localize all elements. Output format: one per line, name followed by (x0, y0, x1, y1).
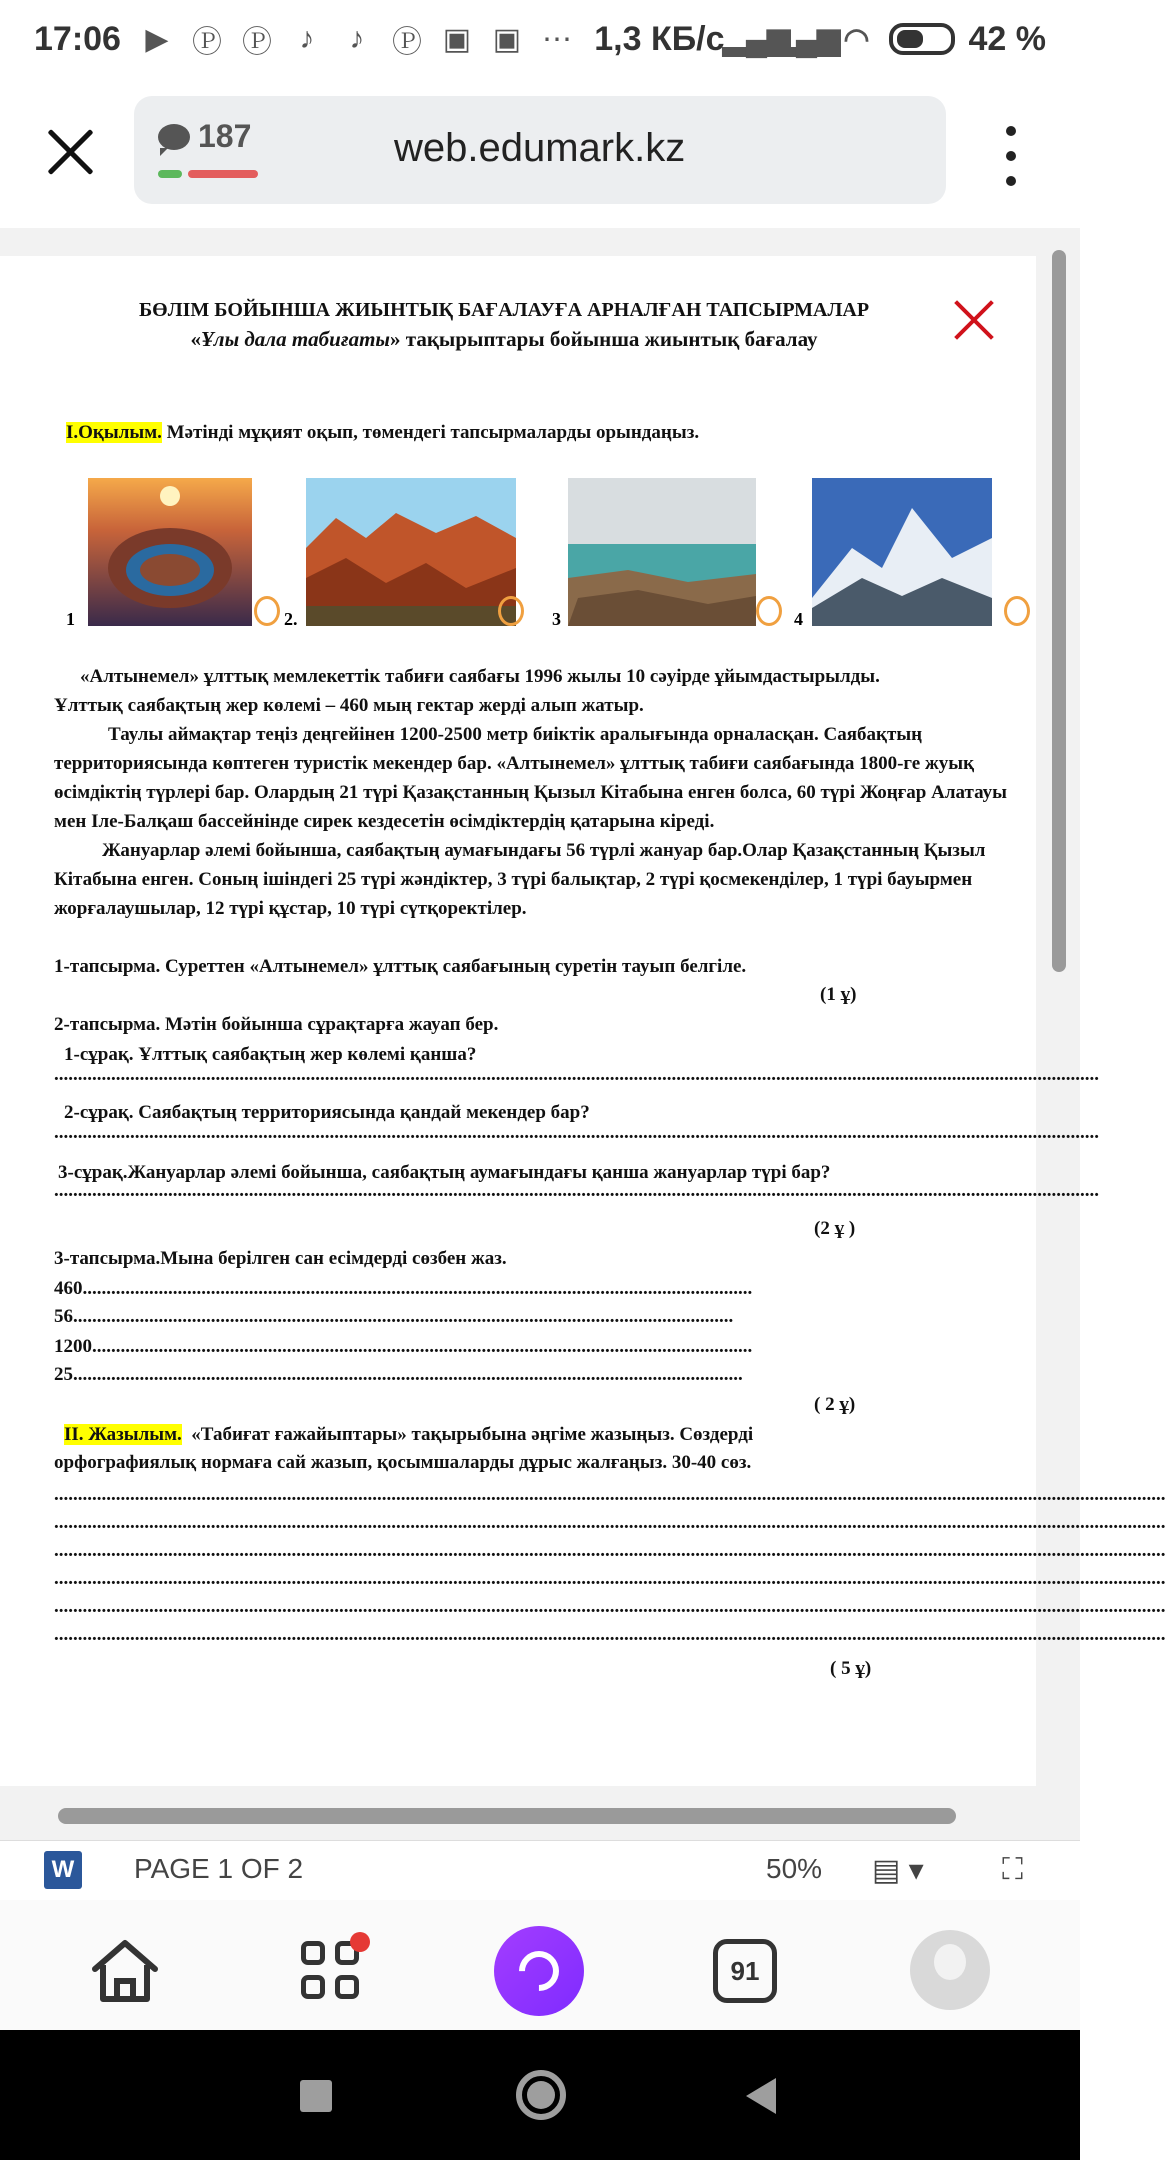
doc-header (54, 296, 1034, 354)
task-1-score: (1 ұ) (820, 984, 857, 1005)
home-icon (87, 1933, 163, 2009)
document-page (0, 256, 1166, 1786)
writing-line: .......................................................................................................................................................................................................................................... (54, 1568, 1166, 1589)
page-indicator: PAGE 1 OF 2 (134, 1853, 304, 1884)
more-menu-icon[interactable] (1006, 126, 1018, 186)
paragraph-2: Таулы аймақтар теңіз деңгейінен 1200-2500 метр биіктік аралығында орналасқан. Саябақтың территориясында көптеген туристік мекендер бар. «Алтынемел» ұлттық табиғи саябағында 1800-ге жуық өсімдіктің түрлері бар. Олардың 21 түрі Қазақстанның Қызыл Кітабына енген болса, 60 түрі Жоңғар Алатауы мен Іле-Балқаш бассейнінде сирек кездесетін өсімдіктердің қатарына кіреді. (54, 724, 1007, 832)
back-button[interactable] (746, 2078, 776, 2114)
address-bar[interactable] (134, 96, 946, 204)
view-mode-icon[interactable]: ▤ ▾ (872, 1854, 924, 1887)
url-text[interactable]: web.edumark.kz (394, 126, 686, 170)
notification-dot (350, 1932, 370, 1952)
play-store-icon: ▶ (145, 22, 169, 56)
document-toolbar (0, 1840, 1080, 1900)
task-2: 2-тапсырма. Мәтін бойынша сұрақтарға жауап бер. (54, 1014, 499, 1035)
battery-icon (889, 23, 955, 55)
horizontal-scrollbar[interactable] (58, 1808, 956, 1824)
number-4: 25............................................................................................................................................. (54, 1364, 743, 1385)
image-option-3[interactable]: 3 (552, 478, 792, 626)
image-row (54, 478, 1034, 648)
image-option-2[interactable]: 2. (284, 478, 524, 626)
comment-count: 187 (198, 118, 252, 154)
zoom-level[interactable]: 50% (766, 1853, 823, 1884)
pinterest-icon: Ⓟ (191, 26, 222, 59)
writing-line: .......................................................................................................................................................................................................................................... (54, 1624, 1166, 1645)
site-rating-bar (158, 170, 258, 178)
app-navigation (0, 1900, 1080, 2030)
paragraph-1: «Алтынемел» ұлттық мемлекеттік табиғи саябағы 1996 жылы 10 сәуірде ұйымдастырылды. Ұлттық саябақтың жер көлемі – 460 мың гектар жерді алып жатыр. (54, 666, 880, 716)
notification-icons (139, 21, 575, 57)
paragraph-3: Жануарлар әлемі бойынша, саябақтың аумағындағы 56 түрлі жануар бар.Олар Қазақстанның Қызыл Кітабына енген. Соның ішіндегі 25 түрі жәндіктер, 3 түрі балықтар, 2 түрі қосмекенділер, 1 түрі бауырмен жорғалаушылар, 12 түрі құстар, 10 түрі сүтқоректілер. (54, 840, 986, 919)
word-file-icon: W (44, 1851, 82, 1889)
answer-line: ............................................................................................................................................................................................................................ (54, 1180, 1099, 1201)
youtube-icon: ▣ (492, 22, 522, 56)
number-1: 460............................................................................................................................................. (54, 1278, 753, 1299)
pinterest-icon: Ⓟ (241, 26, 272, 59)
tabs-count: 91 (713, 1939, 777, 2003)
close-icon[interactable] (40, 122, 100, 182)
mountain-image (812, 478, 992, 626)
question-1: 1-сұрақ. Ұлттық саябақтың жер көлемі қанша? (64, 1044, 477, 1065)
writing-line: .......................................................................................................................................................................................................................................... (54, 1484, 1166, 1505)
section2-instruction: орфографиялық нормаға сай жазып, қосымшаларды дұрыс жалғаңыз. 30-40 сөз. (54, 1452, 752, 1473)
question-2: 2-сұрақ. Саябақтың территориясында қандай мекендер бар? (64, 1102, 590, 1123)
number-3: 1200........................................................................................................................................... (54, 1336, 753, 1357)
battery-percent: 42 % (968, 19, 1046, 58)
more-notifications-icon: ⋯ (541, 22, 572, 56)
number-2: 56........................................................................................................................................... (54, 1306, 734, 1327)
tiktok-icon: ♪ (299, 22, 315, 55)
image-option-1[interactable]: 1 (54, 478, 250, 626)
horseshoe-bend-image (88, 478, 252, 626)
status-time: 17:06 (34, 19, 121, 58)
comment-icon (158, 124, 190, 150)
system-navigation (0, 2030, 1080, 2160)
status-bar (0, 0, 1080, 78)
section2-score: ( 5 ұ) (830, 1658, 872, 1679)
task-1: 1-тапсырма. Суреттен «Алтынемел» ұлттық саябағының суретін тауып белгіле. (54, 956, 747, 977)
task-3-score: ( 2 ұ) (814, 1394, 856, 1415)
section1-heading: І.Оқылым. Мәтінді мұқият оқып, төмендегі тапсырмаларды орындаңыз. (66, 422, 700, 443)
fullscreen-icon[interactable]: ⛶ (1002, 1853, 1023, 1886)
apps-grid-icon (301, 1941, 361, 2001)
charyn-canyon-image (306, 478, 516, 626)
sea-shore-image (568, 478, 756, 626)
writing-line: .......................................................................................................................................................................................................................................... (54, 1540, 1166, 1561)
image-option-4[interactable]: 4 (794, 478, 1034, 626)
system-home-button[interactable] (516, 2070, 566, 2120)
answer-line: ............................................................................................................................................................................................................................ (54, 1064, 1099, 1085)
writing-line: .......................................................................................................................................................................................................................................... (54, 1512, 1166, 1533)
home-button[interactable] (80, 1926, 170, 2016)
tabs-button[interactable] (700, 1926, 790, 2016)
pinterest-icon: Ⓟ (391, 26, 422, 59)
signal-icon: ▂▄▆ (722, 22, 791, 56)
doc-title: БӨЛІМ БОЙЫНША ЖИЫНТЫҚ БАҒАЛАУҒА АРНАЛҒАН ТАПСЫРМАЛАР (138, 299, 870, 321)
question-3: 3-сұрақ.Жануарлар әлемі бойынша, саябақтың аумағындағы қанша жануарлар түрі бар? (58, 1162, 831, 1183)
answer-line: ............................................................................................................................................................................................................................ (54, 1122, 1099, 1143)
browser-toolbar (0, 78, 1080, 228)
vertical-scrollbar[interactable] (1052, 250, 1066, 972)
services-button[interactable] (286, 1926, 376, 2016)
section2-heading: ІІ. Жазылым. «Табиғат ғажайыптары» тақырыбына әңгіме жазыңыз. Сөздерді (64, 1424, 754, 1445)
red-cross-mark (952, 298, 996, 342)
recents-button[interactable] (300, 2080, 332, 2112)
voice-assistant-button[interactable] (494, 1926, 584, 2016)
tiktok-icon: ♪ (349, 22, 365, 55)
signal-icon: ▂▄▆ (772, 22, 841, 56)
doc-subtitle: «Ұлы дала табиғаты» тақырыптары бойынша жиынтық бағалау (190, 327, 818, 351)
youtube-icon: ▣ (442, 22, 472, 56)
profile-avatar[interactable] (910, 1930, 990, 2010)
network-speed: 1,3 КБ/с (594, 19, 725, 58)
task-3: 3-тапсырма.Мына берілген сан есімдерді сөзбен жаз. (54, 1248, 507, 1269)
writing-line: .......................................................................................................................................................................................................................................... (54, 1596, 1166, 1617)
comments-counter[interactable] (158, 118, 251, 155)
document-viewer[interactable] (0, 228, 1166, 1840)
wifi-icon: ◠ (843, 22, 870, 56)
assistant-icon (511, 1943, 568, 2000)
task-2-score: (2 ұ ) (814, 1218, 856, 1239)
